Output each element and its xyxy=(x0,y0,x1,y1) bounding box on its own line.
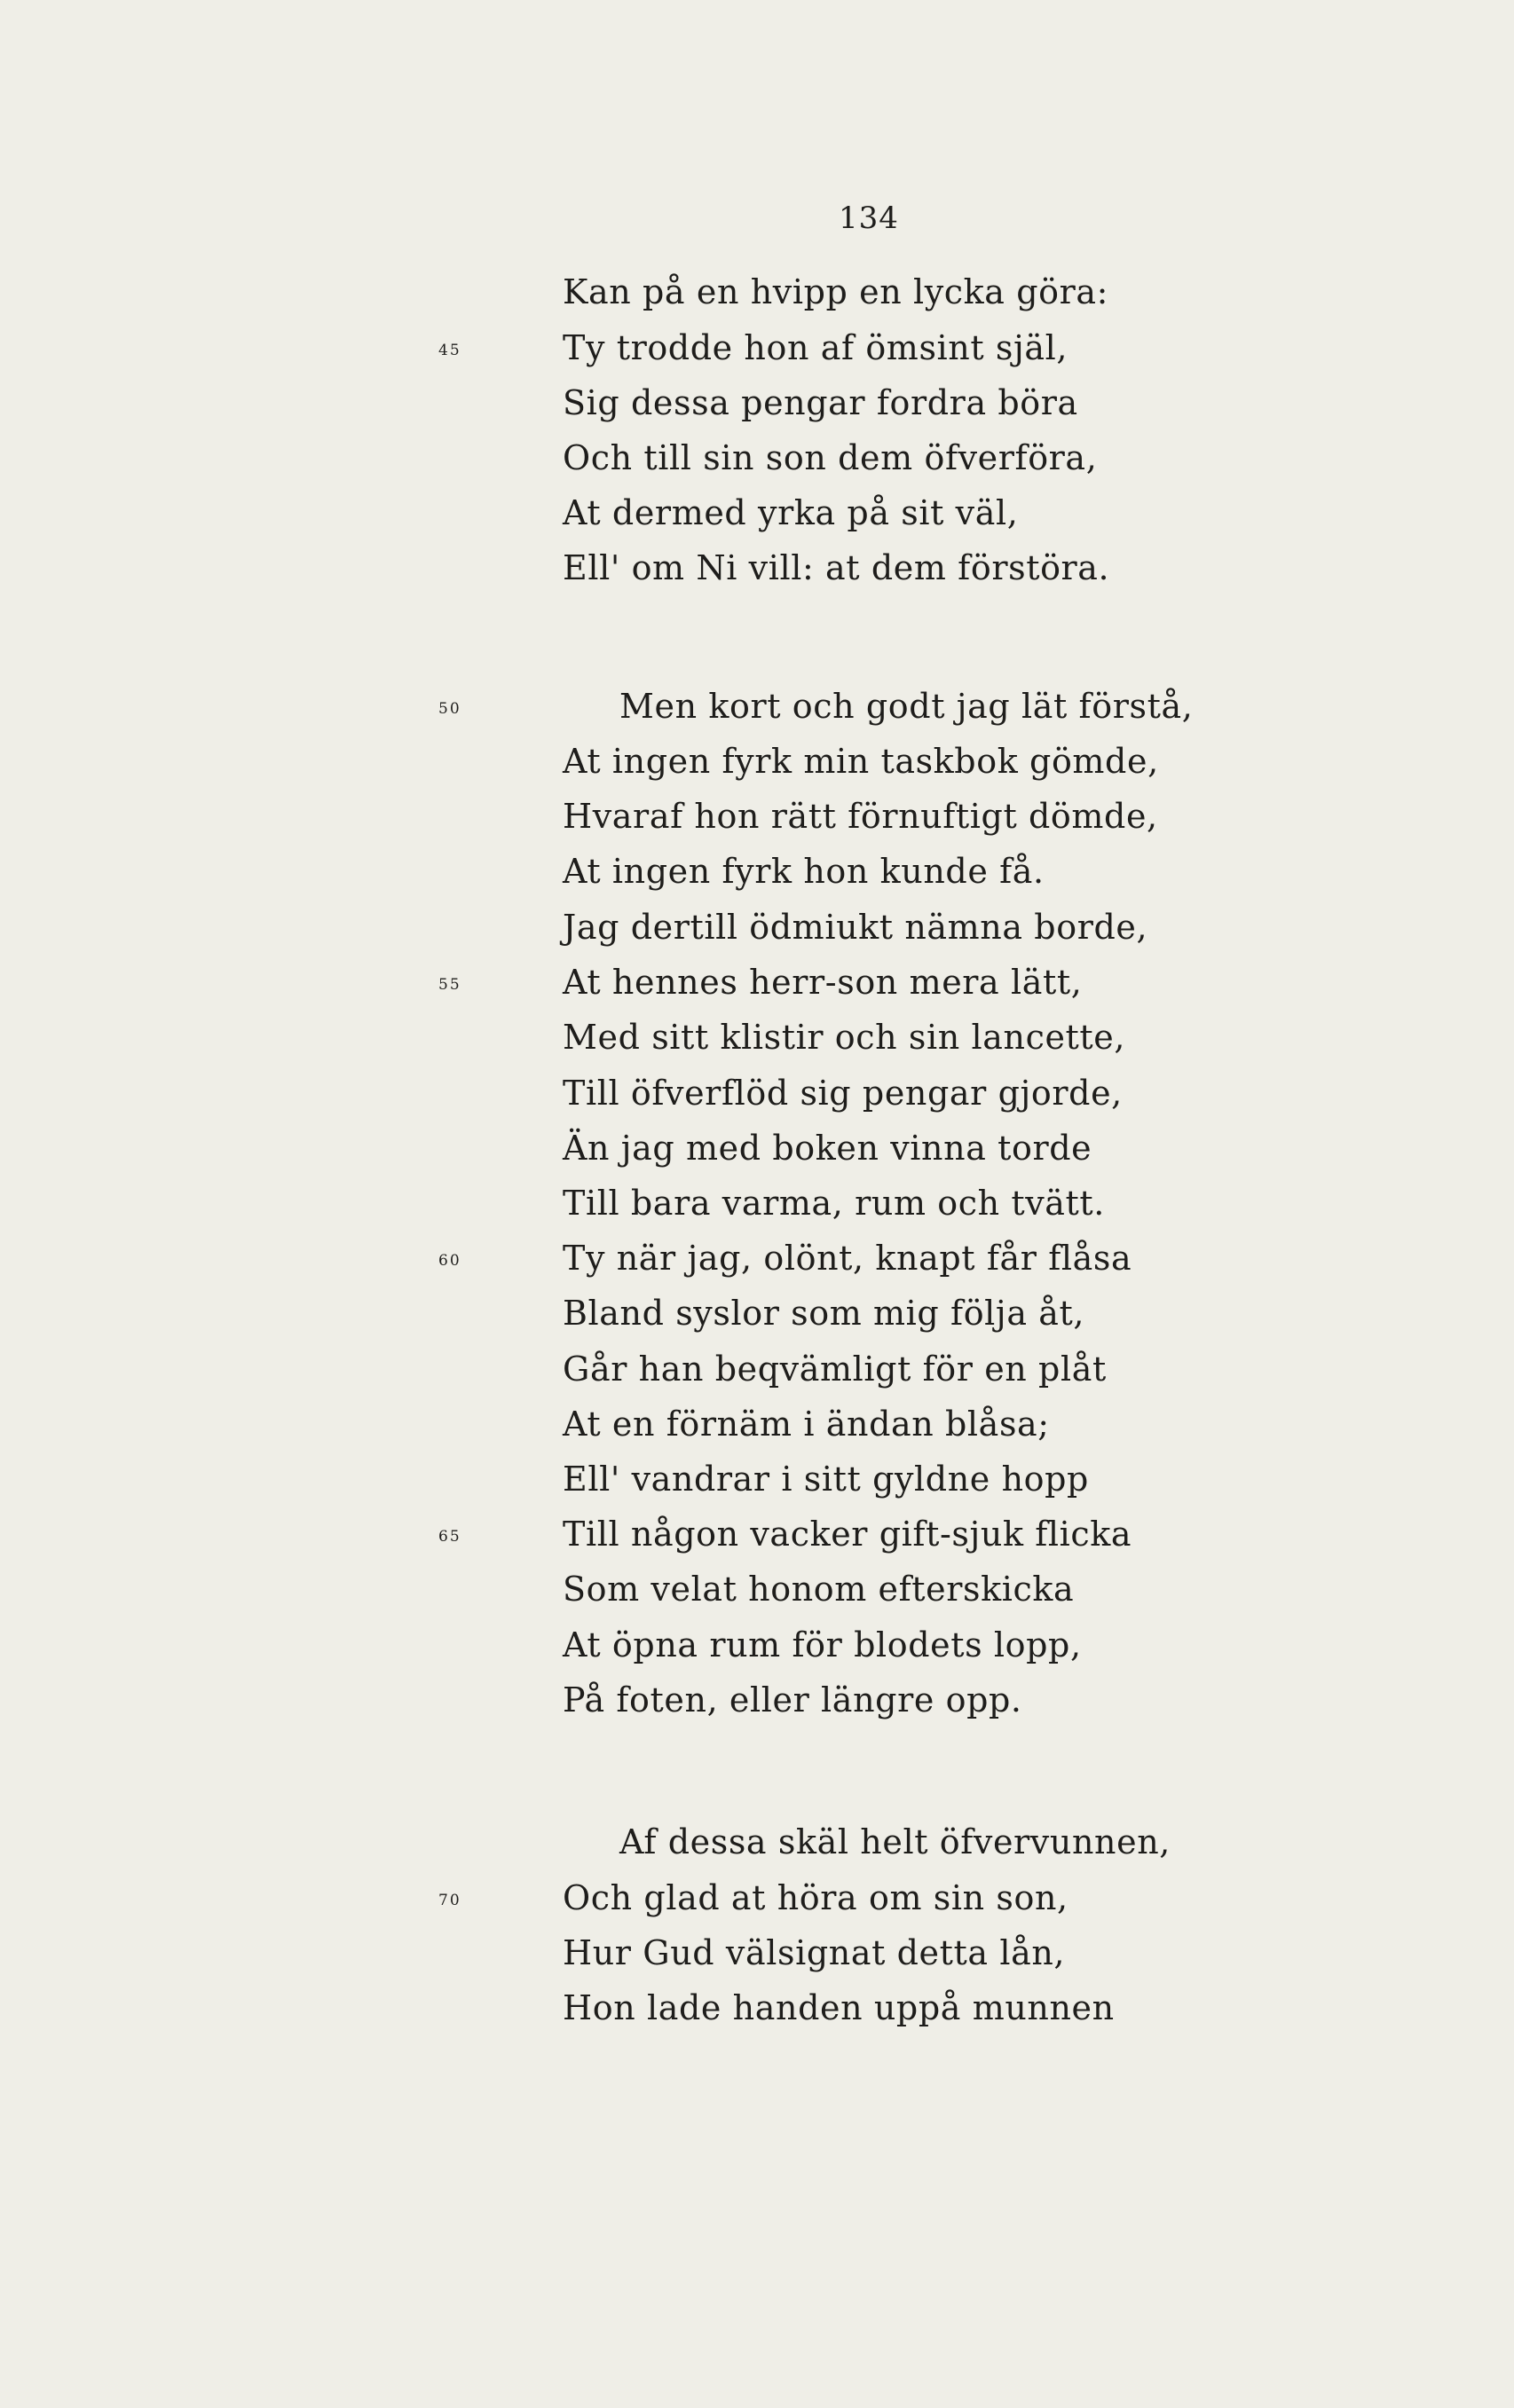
poem-line: Sig dessa pengar fordra böra xyxy=(563,383,1078,422)
poem-line: Och till sin son dem öfverföra, xyxy=(563,438,1098,477)
line-number: 65 xyxy=(438,1528,461,1546)
poem-line: Hvaraf hon rätt förnuftigt dömde, xyxy=(563,797,1158,836)
poem-line: Bland syslor som mig följa åt, xyxy=(563,1294,1085,1333)
poem-line: Med sitt klistir och sin lancette, xyxy=(563,1018,1126,1057)
poem-line: Hon lade handen uppå munnen xyxy=(563,1988,1115,2027)
poem-line: Som velat honom efterskicka xyxy=(563,1570,1075,1609)
poem-line: Än jag med boken vinna torde xyxy=(563,1129,1092,1168)
poem-line: Och glad at höra om sin son, xyxy=(563,1878,1068,1917)
poem-line: Men kort och godt jag lät förstå, xyxy=(619,687,1194,726)
poem-line: Ell' vandrar i sitt gyldne hopp xyxy=(563,1460,1089,1499)
poem-line: Till öfverflöd sig pengar gjorde, xyxy=(563,1074,1123,1113)
poem-line: At ingen fyrk hon kunde få. xyxy=(563,852,1045,891)
line-number: 55 xyxy=(438,976,461,994)
poem-line: At öpna rum för blodets lopp, xyxy=(563,1625,1082,1664)
line-number: 45 xyxy=(438,342,461,359)
poem-line: Jag dertill ödmiukt nämna borde, xyxy=(563,908,1148,947)
poem-line: Ty trodde hon af ömsint själ, xyxy=(563,328,1068,367)
poem-line: Hur Gud välsignat detta lån, xyxy=(563,1933,1066,1972)
line-number: 70 xyxy=(438,1892,461,1909)
poem-line: På foten, eller längre opp. xyxy=(563,1680,1022,1719)
poem-line: Till bara varma, rum och tvätt. xyxy=(563,1184,1105,1223)
poem-line: Ell' om Ni vill: at dem förstöra. xyxy=(563,548,1110,587)
line-number: 60 xyxy=(438,1252,461,1270)
line-number: 50 xyxy=(438,700,461,718)
poem-line: Af dessa skäl helt öfvervunnen, xyxy=(619,1822,1171,1861)
poem-line: At dermed yrka på sit väl, xyxy=(563,493,1019,532)
poem-line: Ty när jag, olönt, knapt får flåsa xyxy=(563,1239,1132,1278)
page-number: 134 xyxy=(839,201,899,236)
poem-line: At hennes herr-son mera lätt, xyxy=(563,963,1083,1002)
poem-line: Till någon vacker gift-sjuk flicka xyxy=(563,1515,1132,1554)
poem-line: Går han beqvämligt för en plåt xyxy=(563,1350,1107,1389)
poem-line: At ingen fyrk min taskbok gömde, xyxy=(563,742,1159,781)
poem-line: At en förnäm i ändan blåsa; xyxy=(563,1405,1050,1444)
poem-line: Kan på en hvipp en lycka göra: xyxy=(563,272,1109,311)
